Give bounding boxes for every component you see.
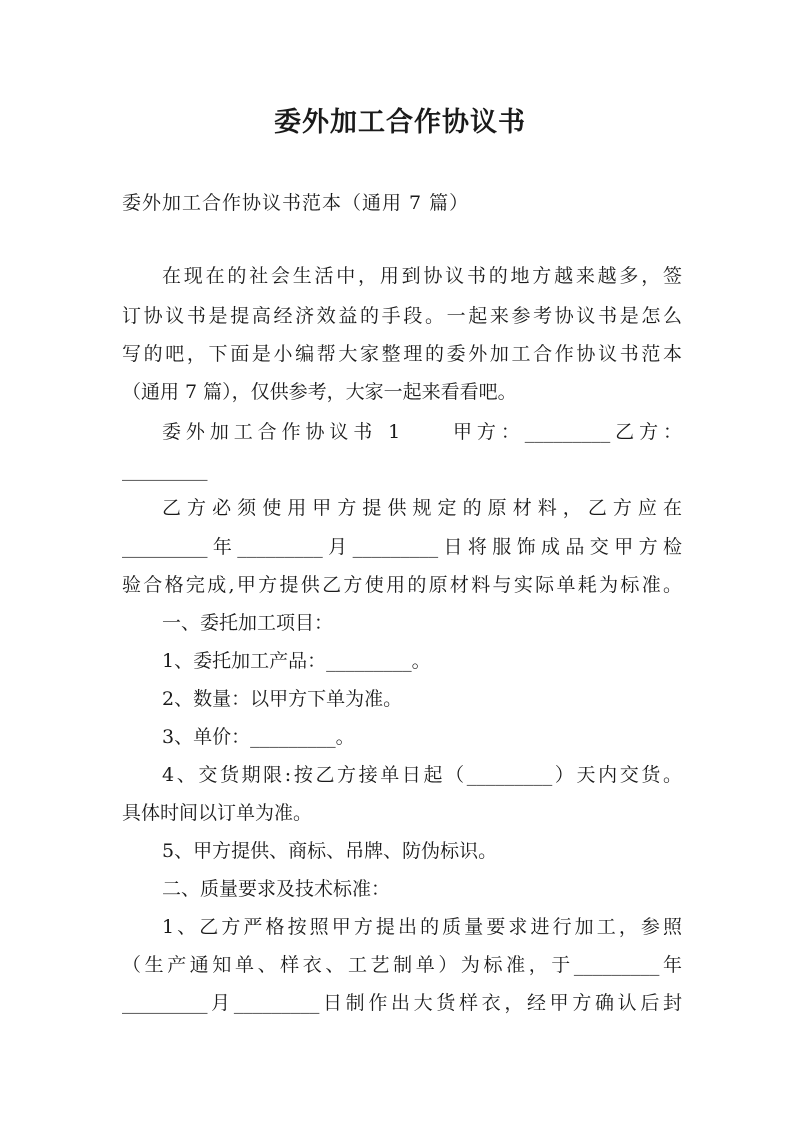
clause-line: 3、单价：_________。 [162, 726, 355, 748]
section-heading: 一、委托加工项目： [162, 612, 334, 634]
clause-line: 5、甲方提供、商标、吊牌、防伪标识。 [162, 840, 498, 862]
document-title: 委外加工合作协议书 [274, 107, 526, 138]
section-heading: 二、质量要求及技术标准： [162, 878, 391, 900]
party-b-blank: _________ [122, 459, 208, 481]
clause-line: 2、数量：以甲方下单为准。 [162, 688, 403, 710]
clause-line: 1、乙方严格按照甲方提出的质量要求进行加工，参照 [162, 916, 682, 938]
clause-line: 1、委托加工产品：_________。 [162, 650, 431, 672]
agreement-header: 委外加工合作协议书 1 甲方：_________乙方： [162, 421, 682, 443]
clause-line: 验合格完成,甲方提供乙方使用的原材料与实际单耗为标准。 [122, 574, 682, 596]
intro-line: 在现在的社会生活中，用到协议书的地方越来越多，签 [162, 265, 682, 287]
intro-line: 订协议书是提高经济效益的手段。一起来参考协议书是怎么 [122, 305, 682, 327]
intro-line: 写的吧，下面是小编帮大家整理的委外加工合作协议书范本 [122, 343, 682, 365]
clause-line: 乙方必须使用甲方提供规定的原材料，乙方应在 [162, 497, 682, 519]
clause-line: 具体时间以订单为准。 [122, 802, 313, 824]
clause-line: _________年_________月_________日将服饰成品交甲方检 [122, 536, 682, 558]
intro-line: （通用 7 篇），仅供参考，大家一起来看看吧。 [122, 381, 517, 403]
clause-line: 4、交货期限:按乙方接单日起（_________）天内交货。 [162, 764, 682, 786]
clause-line: （生产通知单、样衣、工艺制单）为标准，于_________年 [122, 954, 682, 976]
document-subtitle: 委外加工合作协议书范本（通用 7 篇） [122, 192, 470, 214]
clause-line: _________月_________日制作出大货样衣，经甲方确认后封 [122, 992, 682, 1014]
